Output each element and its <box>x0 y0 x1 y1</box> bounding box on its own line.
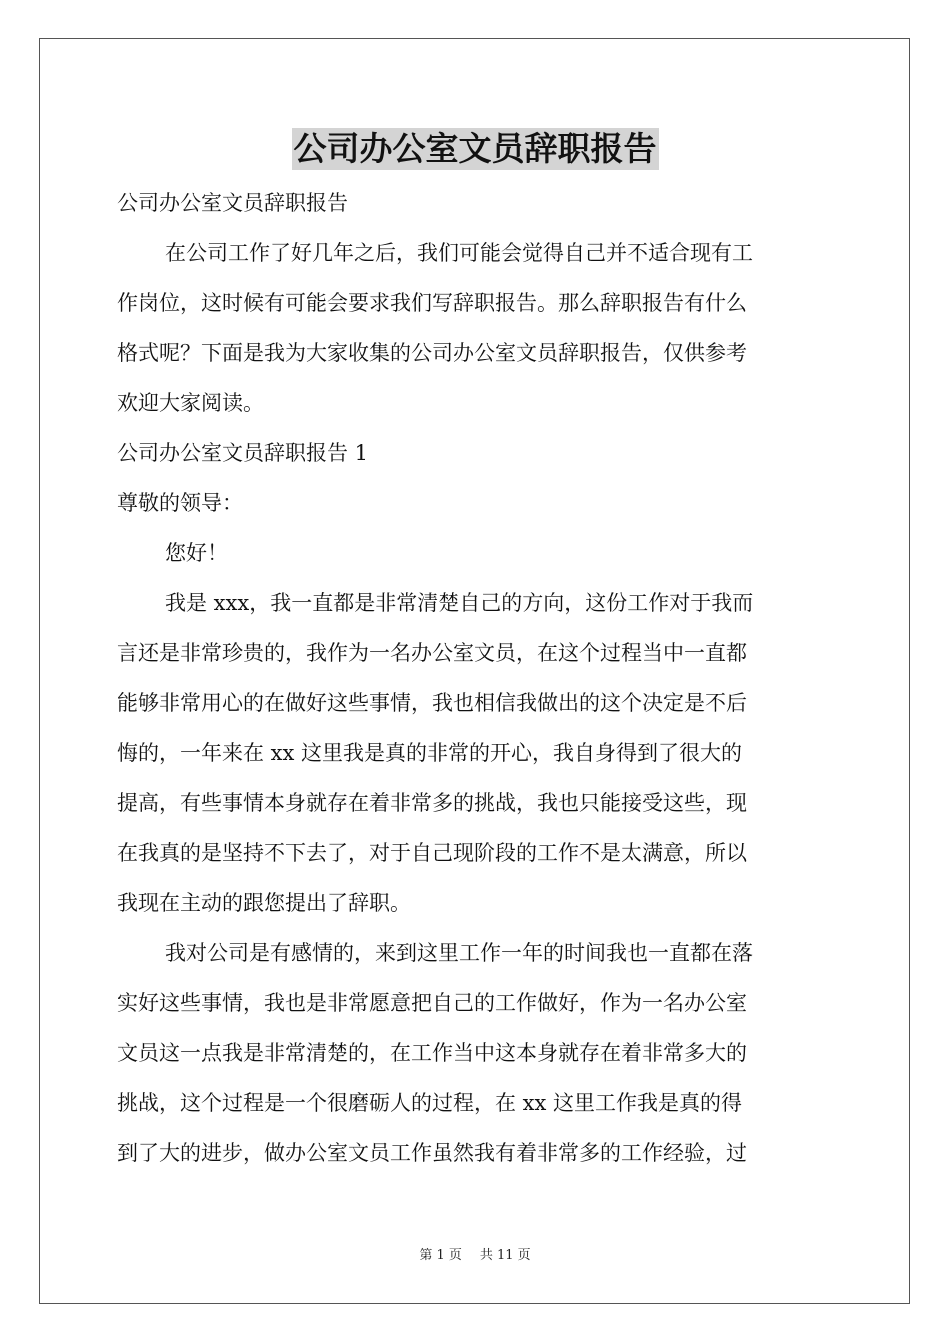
body-line: 在公司工作了好几年之后，我们可能会觉得自己并不适合现有工 <box>165 241 753 265</box>
document-body <box>117 178 833 1178</box>
page-number: 第 1 页 <box>419 1248 462 1263</box>
body-line: 言还是非常珍贵的，我作为一名办公室文员，在这个过程当中一直都 <box>117 641 747 665</box>
body-line: 格式呢？下面是我为大家收集的公司办公室文员辞职报告，仅供参考 <box>117 341 747 365</box>
body-line: 您好！ <box>165 541 228 565</box>
body-line: 欢迎大家阅读。 <box>117 391 264 415</box>
body-line: 能够非常用心的在做好这些事情，我也相信我做出的这个决定是不后 <box>117 691 747 715</box>
body-line: 我对公司是有感情的，来到这里工作一年的时间我也一直都在落 <box>165 941 753 965</box>
body-line: 作岗位，这时候有可能会要求我们写辞职报告。那么辞职报告有什么 <box>117 291 747 315</box>
body-line: 文员这一点我是非常清楚的，在工作当中这本身就存在着非常多大的 <box>117 1041 747 1065</box>
page-total: 共 11 页 <box>479 1248 531 1263</box>
body-line: 实好这些事情，我也是非常愿意把自己的工作做好，作为一名办公室 <box>117 991 747 1015</box>
body-line: 到了大的进步，做办公室文员工作虽然我有着非常多的工作经验，过 <box>117 1141 747 1165</box>
body-line: 我现在主动的跟您提出了辞职。 <box>117 891 411 915</box>
body-line: 公司办公室文员辞职报告 1 <box>117 441 369 465</box>
body-line: 提高，有些事情本身就存在着非常多的挑战，我也只能接受这些，现 <box>117 791 747 815</box>
body-line: 悔的，一年来在 xx 这里我是真的非常的开心，我自身得到了很大的 <box>117 741 743 765</box>
body-line: 挑战，这个过程是一个很磨砺人的过程，在 xx 这里工作我是真的得 <box>117 1091 743 1115</box>
document-title: 公司办公室文员辞职报告 <box>293 129 657 168</box>
body-line: 在我真的是坚持不下去了，对于自己现阶段的工作不是太满意，所以 <box>117 841 747 865</box>
title-container <box>0 128 950 170</box>
page-footer <box>0 1246 950 1266</box>
body-line: 尊敬的领导： <box>117 491 243 515</box>
body-line: 我是 xxx，我一直都是非常清楚自己的方向，这份工作对于我而 <box>165 591 754 615</box>
body-line: 公司办公室文员辞职报告 <box>117 191 348 215</box>
